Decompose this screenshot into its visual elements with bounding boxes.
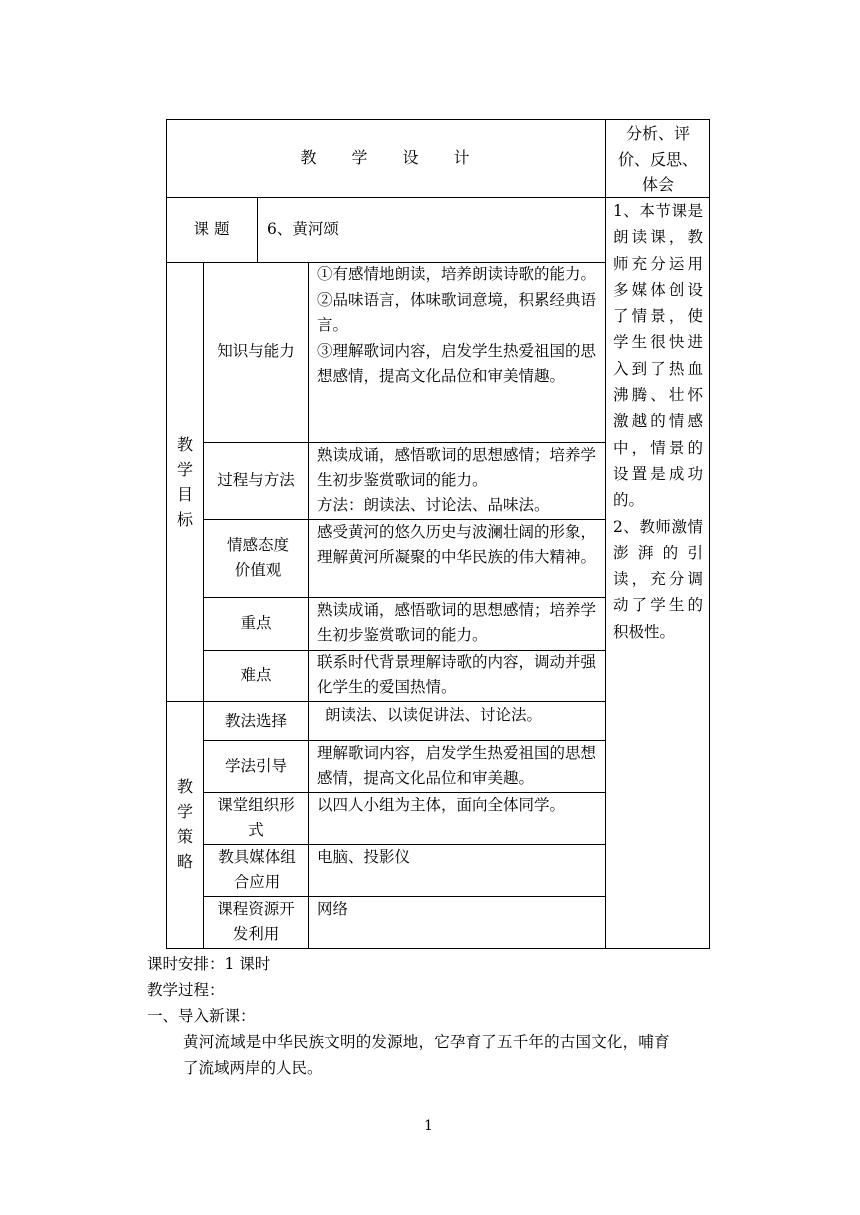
intro-paragraph-line2: 了流域两岸的人民。 bbox=[183, 1059, 323, 1077]
goal-label-knowledge: 知识与能力 bbox=[217, 342, 295, 360]
schedule-line: 课时安排：1 课时 bbox=[147, 955, 271, 973]
goal-content-emotion: 感受黄河的悠久历史与波澜壮阔的形象，理解黄河所凝聚的中华民族的伟大精神。 bbox=[317, 523, 597, 566]
section-heading-intro: 一、导入新课： bbox=[147, 1007, 256, 1025]
strategy-content-media: 电脑、投影仪 bbox=[317, 848, 411, 866]
strategy-label-method: 教法选择 bbox=[224, 712, 287, 730]
goals-label: 教学目标 bbox=[176, 435, 193, 529]
strategy-content-learning: 理解歌词内容，启发学生热爱祖国的思想感情，提高文化品位和审美趣。 bbox=[317, 744, 597, 787]
goal-content-difficulty: 联系时代背景理解诗歌的内容，调动并强化学生的爱国热情。 bbox=[317, 653, 597, 696]
strategy-label-media: 教具媒体组合应用 bbox=[218, 848, 296, 891]
goal-content-process: 熟读成诵，感悟歌词的思想感情；培养学生初步鉴赏歌词的能力。 方法：朗读法、讨论法、品味法。 bbox=[317, 446, 597, 514]
strategy-label-learning: 学法引导 bbox=[224, 757, 287, 775]
topic-value: 6、黄河颂 bbox=[267, 220, 339, 238]
goal-label-difficulty: 难点 bbox=[240, 666, 272, 684]
strategy-content-resources: 网络 bbox=[317, 900, 349, 918]
topic-label: 课 题 bbox=[193, 220, 230, 238]
strategy-content-organization: 以四人小组为主体，面向全体同学。 bbox=[317, 796, 566, 814]
process-heading: 教学过程： bbox=[147, 981, 225, 999]
goal-content-knowledge: ①有感情地朗读，培养朗读诗歌的能力。 ②品味语言，体味歌词意境，积累经典语言。 ③理解歌词内容，启发学生热爱祖国的思想感情，提高文化品位和审美情趣。 bbox=[317, 265, 597, 385]
table-header-title: 教 学 设 计 bbox=[300, 148, 471, 167]
intro-paragraph-line1: 黄河流域是中华民族文明的发源地，它孕育了五千年的古国文化，哺育 bbox=[183, 1033, 670, 1051]
goal-content-key: 熟读成诵，感悟歌词的思想感情；培养学生初步鉴赏歌词的能力。 bbox=[317, 601, 597, 644]
strategy-label-resources: 课程资源开发利用 bbox=[217, 900, 295, 943]
strategy-label: 教学策略 bbox=[176, 777, 193, 871]
goal-label-key: 重点 bbox=[240, 614, 272, 632]
goal-label-emotion: 情感态度价值观 bbox=[226, 536, 289, 579]
reflection-text: 1、本节课是朗读课，教师充分运用多媒体创设了情景，使学生很快进入到了热血沸腾、壮怀激越的情感中，情景的设置是成功的。 2、教师激情澎湃的引读，充分调动了学生的积极性。 bbox=[613, 202, 703, 641]
table-header-reflection: 分析、评价、反思、体会 bbox=[617, 124, 698, 194]
page-number: 1 bbox=[424, 1118, 433, 1134]
goal-label-process: 过程与方法 bbox=[217, 471, 295, 489]
strategy-label-organization: 课堂组织形式 bbox=[217, 796, 295, 839]
strategy-content-method: 朗读法、以读促讲法、讨论法。 bbox=[325, 706, 543, 724]
